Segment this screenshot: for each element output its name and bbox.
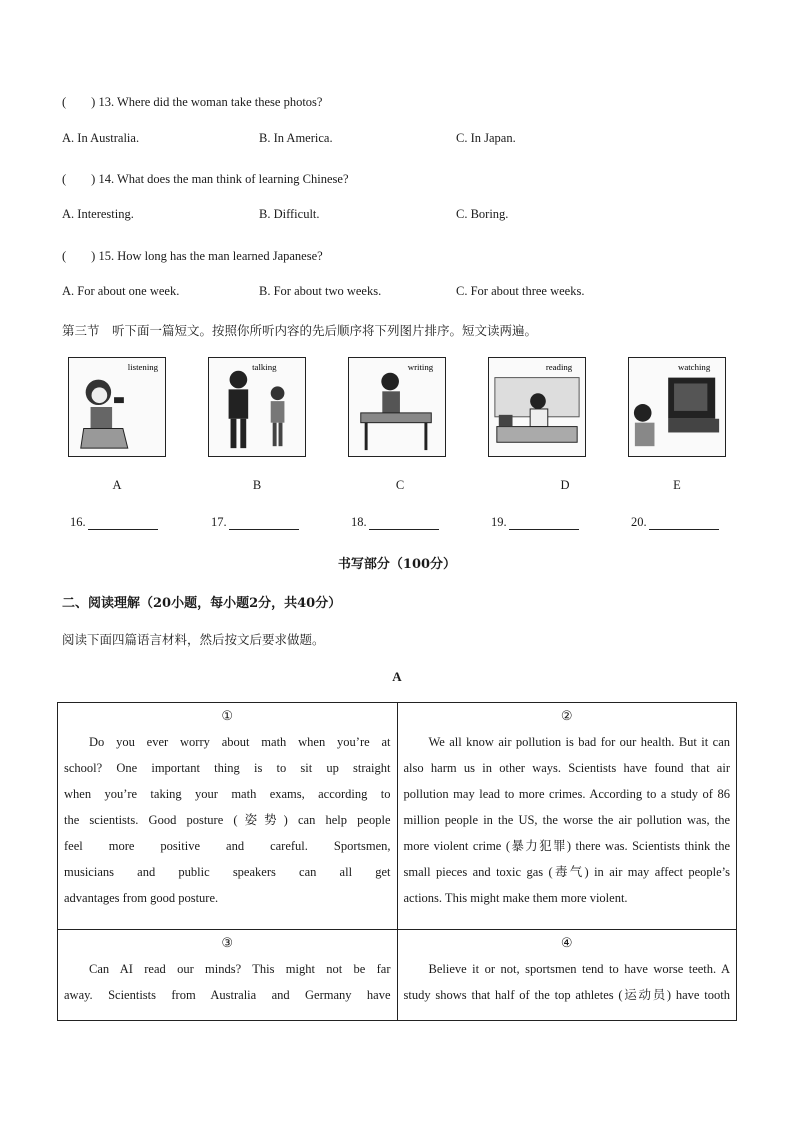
cell-number-1: ① <box>221 708 234 723</box>
answer-blank-16[interactable]: 16. <box>70 515 158 530</box>
picture-caption-watching: watching <box>677 361 711 372</box>
answer-blank-20[interactable]: 20. <box>631 515 719 530</box>
cell-1-line-6: musicians and public speakers can all get <box>64 865 391 879</box>
cell-2-line-5: more violent crime (暴力犯罪) there was. Scientists think the <box>403 839 730 853</box>
q14-option-a: A. Interesting. <box>62 207 134 221</box>
q14-option-b: B. Difficult. <box>259 207 320 221</box>
cell-2-line-1: We all know air pollution is bad for our health. But it can <box>428 735 730 749</box>
picture-caption-talking: talking <box>252 361 277 372</box>
picture-caption-listening: listening <box>127 361 159 372</box>
q13-option-b: B. In America. <box>259 131 333 145</box>
cell-1-line-2: school? One important thing is to sit up straight <box>64 761 391 775</box>
question-14: ( ) 14. What does the man think of learning Chinese? <box>62 172 349 186</box>
cell-4-line-2: study shows that half of the top athletes (运动员) have tooth <box>403 988 730 1002</box>
reading-section-heading: 二、阅读理解（20小题，每小题2分，共40分） <box>62 596 342 611</box>
reading-instruction: 阅读下面四篇语言材料，然后按文后要求做题。 <box>62 632 325 647</box>
picture-letter-b: B <box>252 478 262 492</box>
cell-3-line-2: away. Scientists from Australia and Germany have <box>64 988 391 1002</box>
picture-letter-c: C <box>395 478 405 492</box>
reading-cell-2 <box>397 703 737 930</box>
q15-option-b: B. For about two weeks. <box>259 284 382 298</box>
picture-letter-d: D <box>560 478 570 492</box>
reading-table <box>57 702 737 1021</box>
q14-option-c: C. Boring. <box>456 207 509 221</box>
cell-number-3: ③ <box>221 935 234 950</box>
reading-cell-1 <box>58 703 398 930</box>
cell-number-4: ④ <box>560 935 573 950</box>
picture-writing <box>348 357 446 457</box>
cell-2-line-4: million people in the US, the worse the air pollution was, the <box>403 813 730 827</box>
cell-2-line-7: actions. This might make them more violent. <box>403 891 628 905</box>
cell-2-line-2: also harm us in other ways. Scientists have found that air <box>403 761 730 775</box>
reading-cell-3 <box>58 930 398 1021</box>
section3-title: 第三节 听下面一篇短文。按照你所听内容的先后顺序将下列图片排序。短文读两遍。 <box>62 323 538 338</box>
cell-2-line-6: small pieces and toxic gas (毒气) in air may affect people’s <box>403 865 730 879</box>
cell-1-line-5: feel more positive and careful. Sportsmen, <box>64 839 391 853</box>
q13-option-a: A. In Australia. <box>62 131 140 145</box>
picture-listening <box>68 357 166 457</box>
cell-1-line-4: the scientists. Good posture (姿势) can help people <box>64 813 391 827</box>
q13-option-c: C. In Japan. <box>456 131 516 145</box>
picture-reading <box>488 357 586 457</box>
answer-blank-17[interactable]: 17. <box>211 515 299 530</box>
picture-caption-writing: writing <box>407 361 434 372</box>
writing-part-heading: 书写部分（100分） <box>337 557 457 572</box>
picture-talking <box>208 357 306 457</box>
picture-watching <box>628 357 726 457</box>
question-15: ( ) 15. How long has the man learned Japanese? <box>62 249 323 263</box>
q15-option-c: C. For about three weeks. <box>456 284 585 298</box>
reading-cell-4 <box>397 930 737 1021</box>
cell-number-2: ② <box>560 708 573 723</box>
picture-letter-a: A <box>112 478 122 492</box>
cell-2-line-3: pollution may lead to more crimes. According to a study of 86 <box>403 787 730 801</box>
cell-1-line-1: Do you ever worry about math when you’re at <box>89 735 391 749</box>
passage-label: A <box>392 669 402 684</box>
answer-blank-19[interactable]: 19. <box>491 515 579 530</box>
cell-4-line-1: Believe it or not, sportsmen tend to have worse teeth. A <box>428 962 730 976</box>
cell-1-line-3: when you’re taking your math exams, according to <box>64 787 391 801</box>
q15-option-a: A. For about one week. <box>62 284 180 298</box>
picture-caption-reading: reading <box>545 361 573 372</box>
picture-letter-e: E <box>673 478 681 492</box>
cell-1-line-7: advantages from good posture. <box>64 891 219 905</box>
question-13: ( ) 13. Where did the woman take these photos? <box>62 95 323 109</box>
answer-blank-18[interactable]: 18. <box>351 515 439 530</box>
cell-3-line-1: Can AI read our minds? This might not be far <box>89 962 391 976</box>
